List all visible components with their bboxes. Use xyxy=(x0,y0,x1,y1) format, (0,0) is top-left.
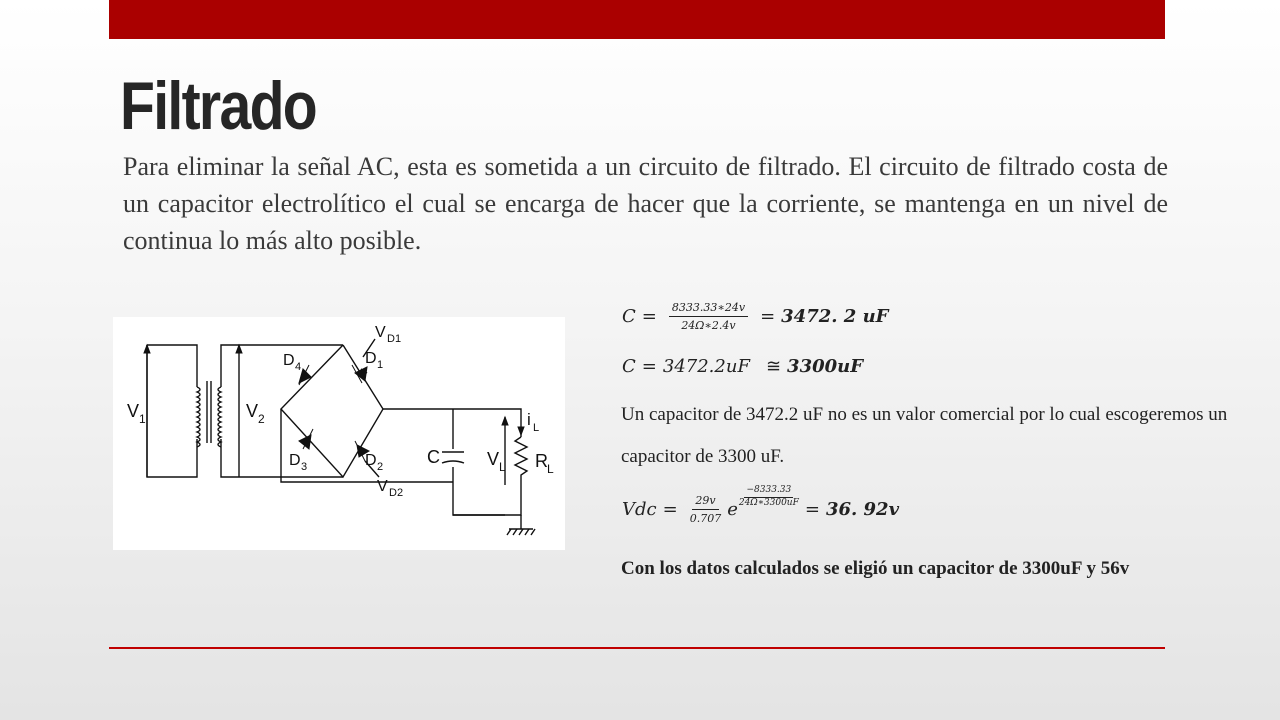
load-resistor xyxy=(515,437,527,485)
note-paragraph: Un capacitor de 3472.2 uF no es un valor comercial por lo cual escogeremos un capacitor de 3300 uF. xyxy=(621,404,1228,467)
wire-cap-return xyxy=(453,467,521,515)
eq3-base: e xyxy=(727,499,738,521)
label-d2-sub: 2 xyxy=(377,461,384,473)
primary-coil xyxy=(197,387,200,447)
wire xyxy=(147,345,197,477)
eq1-result: 3472. 2 uF xyxy=(781,306,889,328)
wire xyxy=(147,345,197,387)
label-vd2: V xyxy=(377,478,388,495)
v1-arrowhead xyxy=(144,345,150,353)
vl-arrowhead xyxy=(502,417,508,425)
top-accent-bar xyxy=(109,0,1165,39)
label-il: i xyxy=(527,410,531,429)
eq1-fraction xyxy=(669,301,748,332)
label-v1-sub: 1 xyxy=(139,412,146,426)
eq3-numerator: 29v xyxy=(692,494,718,510)
label-d1-sub: 1 xyxy=(377,359,384,371)
label-v2-sub: 2 xyxy=(258,412,265,426)
equation-capacitance xyxy=(622,301,888,332)
intro-paragraph: Para eliminar la señal AC, esta es sometida a un circuito de filtrado. El circuito de filtrado costa de un capacitor electrolítico el cual se encarga de hacer que la corriente, se mantenga en un nivel de continua lo más alto posible. xyxy=(123,152,1168,255)
v2-arrowhead xyxy=(236,345,242,353)
eq1-equals-2: = xyxy=(760,306,776,328)
ground-hatch xyxy=(507,529,535,535)
label-d4: D xyxy=(283,352,295,369)
bottom-accent-line xyxy=(109,647,1165,649)
eq3-equals: = xyxy=(662,499,678,521)
eq2-approx: ≅ xyxy=(765,356,782,377)
equation-commercial-value xyxy=(622,356,863,377)
eq3-exp-numerator: −8333.33 xyxy=(744,486,793,498)
eq2-result: 3300uF xyxy=(787,356,864,377)
label-rl: R xyxy=(535,451,548,471)
eq3-result: 36. 92v xyxy=(825,499,900,521)
il-arrowhead xyxy=(518,427,524,435)
label-d3: D xyxy=(289,452,301,469)
equation-vdc xyxy=(622,485,900,526)
eq3-exponent xyxy=(739,486,799,509)
wire xyxy=(221,439,239,477)
label-vl: V xyxy=(487,449,500,469)
eq3-exp-denominator: 24Ω∗3300uF xyxy=(738,498,799,509)
eq3-fraction xyxy=(690,494,722,525)
conclusion-paragraph: Con los datos calculados se eligió un capacitor de 3300uF y 56v xyxy=(621,558,1130,579)
eq2-lhs: C xyxy=(622,356,636,377)
slide-title: Filtrado xyxy=(120,68,316,144)
label-il-sub: L xyxy=(533,422,540,434)
label-vd2-sub: D2 xyxy=(389,487,404,499)
circuit-diagram xyxy=(113,317,565,550)
eq1-lhs: C xyxy=(622,306,636,328)
eq3-lhs: Vdc xyxy=(622,499,657,521)
rectifier-circuit-svg xyxy=(113,317,565,550)
eq1-equals: = xyxy=(641,306,657,328)
eq2-value: 3472.2uF xyxy=(662,356,750,377)
eq1-numerator: 8333.33∗24v xyxy=(669,301,748,317)
label-vd1: V xyxy=(375,324,386,341)
label-rl-sub: L xyxy=(547,462,554,476)
label-d1: D xyxy=(365,350,377,367)
label-c: C xyxy=(427,447,440,467)
label-vl-sub: L xyxy=(499,460,506,474)
capacitor-plate-curved xyxy=(442,461,464,463)
eq3-denominator: 0.707 xyxy=(689,512,722,526)
secondary-coil xyxy=(218,387,221,447)
label-d3-sub: 3 xyxy=(301,461,308,473)
wire-output xyxy=(383,409,521,437)
label-v1: V xyxy=(127,401,140,421)
label-vd1-sub: D1 xyxy=(387,333,402,345)
label-v2: V xyxy=(246,401,259,421)
eq1-denominator: 24Ω∗2.4v xyxy=(681,319,736,333)
eq2-equals: = xyxy=(641,356,657,377)
eq3-equals-2: = xyxy=(804,499,820,521)
label-d4-sub: 4 xyxy=(295,361,302,373)
label-d2: D xyxy=(365,452,377,469)
